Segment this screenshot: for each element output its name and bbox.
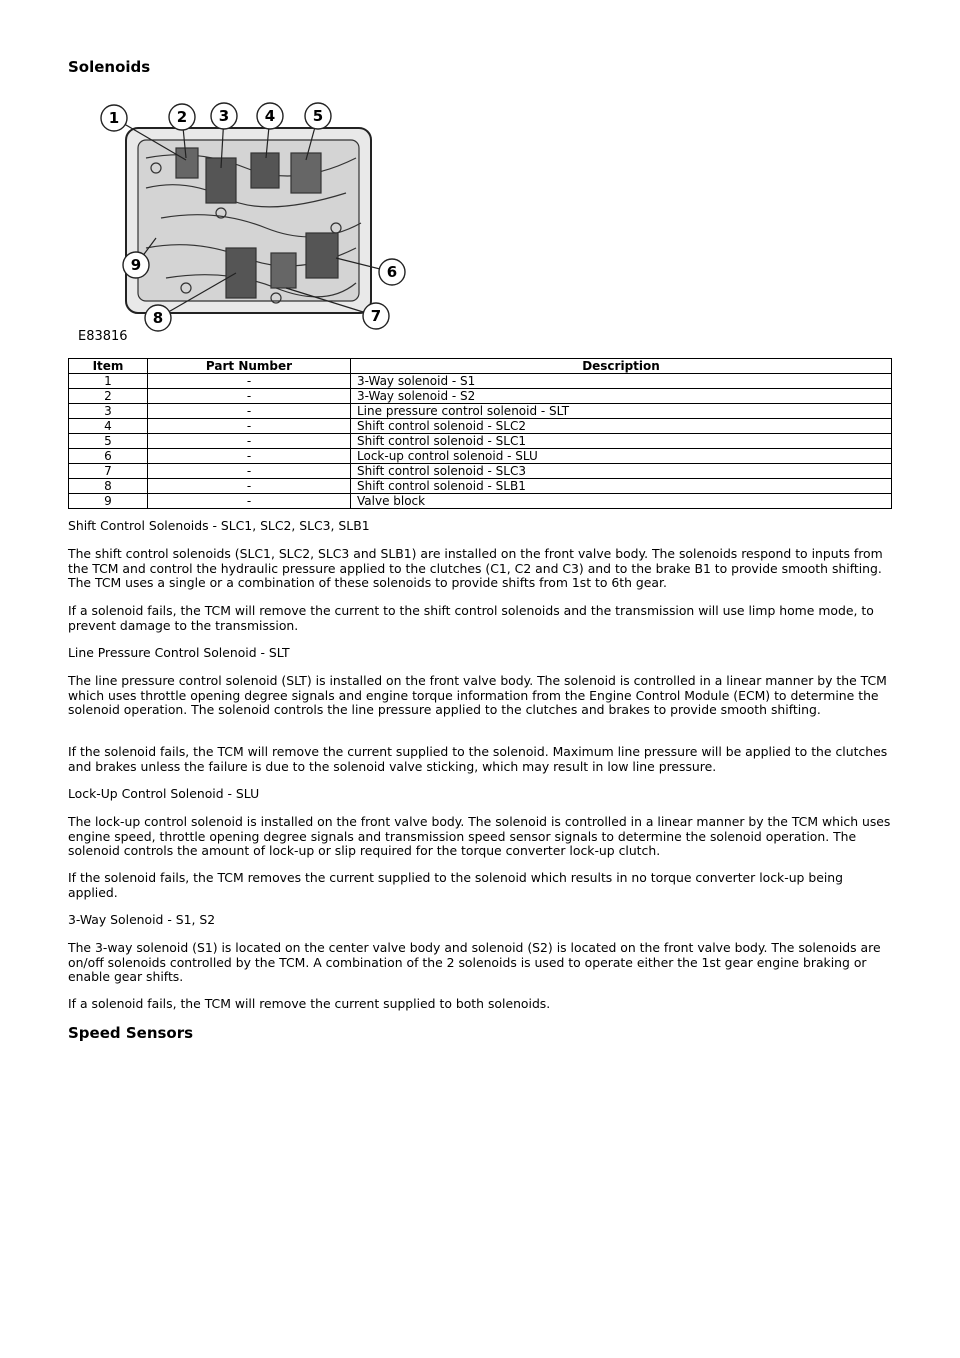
paragraph-shift-control-1: The shift control solenoids (SLC1, SLC2, SLC3 and SLB1) are installed on the front valve body. The solenoids respond to inputs from the TCM and control the hydraulic pressure applied to the clutches (C1, C2 and C3) and to the brake B1 to provide smooth shifting. The TCM uses a single or a combination of these solenoids to provide shifts from 1st to 6th gear. <box>68 546 883 591</box>
cell-description: 3-Way solenoid - S2 <box>351 389 892 404</box>
section-heading-speed-sensors: Speed Sensors <box>68 1024 194 1042</box>
cell-item: 3 <box>69 404 148 419</box>
header-part-number: Part Number <box>148 359 351 374</box>
cell-description: Valve block <box>351 494 892 509</box>
table-row <box>69 464 892 479</box>
figure-code: E83816 <box>78 329 128 344</box>
callout-3: 3 <box>218 107 230 125</box>
parts-table <box>68 358 892 509</box>
callout-7: 7 <box>370 307 382 325</box>
paragraph-3-way-1: The 3-way solenoid (S1) is located on the center valve body and solenoid (S2) is located on the front valve body. The solenoids are on/off solenoids controlled by the TCM. A combination of the 2 solenoids is used to operate either the 1st gear engine braking or enable gear shifts. <box>68 940 881 985</box>
table-header-row <box>69 359 892 374</box>
cell-item: 8 <box>69 479 148 494</box>
cell-part-number: - <box>148 464 351 479</box>
cell-item: 6 <box>69 449 148 464</box>
cell-description: 3-Way solenoid - S1 <box>351 374 892 389</box>
paragraph-lock-up-2: If the solenoid fails, the TCM removes the current supplied to the solenoid which results in no torque converter lock-up being applied. <box>68 870 843 900</box>
callout-6: 6 <box>386 263 398 281</box>
callout-9: 9 <box>130 256 142 274</box>
cell-part-number: - <box>148 449 351 464</box>
cell-part-number: - <box>148 494 351 509</box>
table-row <box>69 479 892 494</box>
paragraph-3-way-2: If a solenoid fails, the TCM will remove the current supplied to both solenoids. <box>68 996 551 1011</box>
cell-description: Line pressure control solenoid - SLT <box>351 404 892 419</box>
cell-description: Shift control solenoid - SLC3 <box>351 464 892 479</box>
table-row <box>69 494 892 509</box>
cell-part-number: - <box>148 419 351 434</box>
subheading-line-pressure: Line Pressure Control Solenoid - SLT <box>68 645 290 660</box>
valve-body-illustration <box>126 128 371 313</box>
cell-item: 4 <box>69 419 148 434</box>
cell-item: 1 <box>69 374 148 389</box>
cell-description: Shift control solenoid - SLC1 <box>351 434 892 449</box>
paragraph-line-pressure-1: The line pressure control solenoid (SLT) is installed on the front valve body. The solenoid is controlled in a linear manner by the TCM which uses throttle opening degree signals and engine torque information from the Engine Control Module (ECM) to determine the solenoid operation. The solenoid controls the line pressure applied to the clutches and brakes to provide smooth shifting. <box>68 673 887 718</box>
callout-8: 8 <box>152 309 164 327</box>
cell-part-number: - <box>148 374 351 389</box>
table-row <box>69 389 892 404</box>
cell-item: 5 <box>69 434 148 449</box>
callout-5: 5 <box>312 107 324 125</box>
cell-item: 2 <box>69 389 148 404</box>
table-row <box>69 434 892 449</box>
callout-4: 4 <box>264 107 276 125</box>
callout-1: 1 <box>108 109 120 127</box>
subheading-shift-control: Shift Control Solenoids - SLC1, SLC2, SLC3, SLB1 <box>68 518 370 533</box>
cell-description: Shift control solenoid - SLB1 <box>351 479 892 494</box>
table-row <box>69 449 892 464</box>
header-description: Description <box>351 359 892 374</box>
section-heading-solenoids: Solenoids <box>68 58 151 76</box>
table-row <box>69 374 892 389</box>
callout-2: 2 <box>176 108 188 126</box>
table-row <box>69 404 892 419</box>
cell-part-number: - <box>148 404 351 419</box>
paragraph-shift-control-2: If a solenoid fails, the TCM will remove the current to the shift control solenoids and the transmission will use limp home mode, to prevent damage to the transmission. <box>68 603 874 633</box>
cell-part-number: - <box>148 389 351 404</box>
cell-description: Lock-up control solenoid - SLU <box>351 449 892 464</box>
cell-item: 7 <box>69 464 148 479</box>
subheading-3-way: 3-Way Solenoid - S1, S2 <box>68 912 216 927</box>
cell-item: 9 <box>69 494 148 509</box>
table-row <box>69 419 892 434</box>
cell-part-number: - <box>148 434 351 449</box>
cell-part-number: - <box>148 479 351 494</box>
paragraph-line-pressure-2: If the solenoid fails, the TCM will remove the current supplied to the solenoid. Maximum line pressure will be applied to the clutches and brakes unless the failure is due to the solenoid valve sticking, which may result in low line pressure. <box>68 744 888 774</box>
subheading-lock-up: Lock-Up Control Solenoid - SLU <box>68 786 260 801</box>
header-item: Item <box>69 359 148 374</box>
valve-body-diagram <box>76 98 406 346</box>
paragraph-lock-up-1: The lock-up control solenoid is installed on the front valve body. The solenoid is controlled in a linear manner by the TCM which uses engine speed, throttle opening degree signals and transmission speed sensor signals to determine the solenoid operation. The solenoid controls the amount of lock-up or slip required for the torque converter lock-up clutch. <box>68 814 891 859</box>
cell-description: Shift control solenoid - SLC2 <box>351 419 892 434</box>
